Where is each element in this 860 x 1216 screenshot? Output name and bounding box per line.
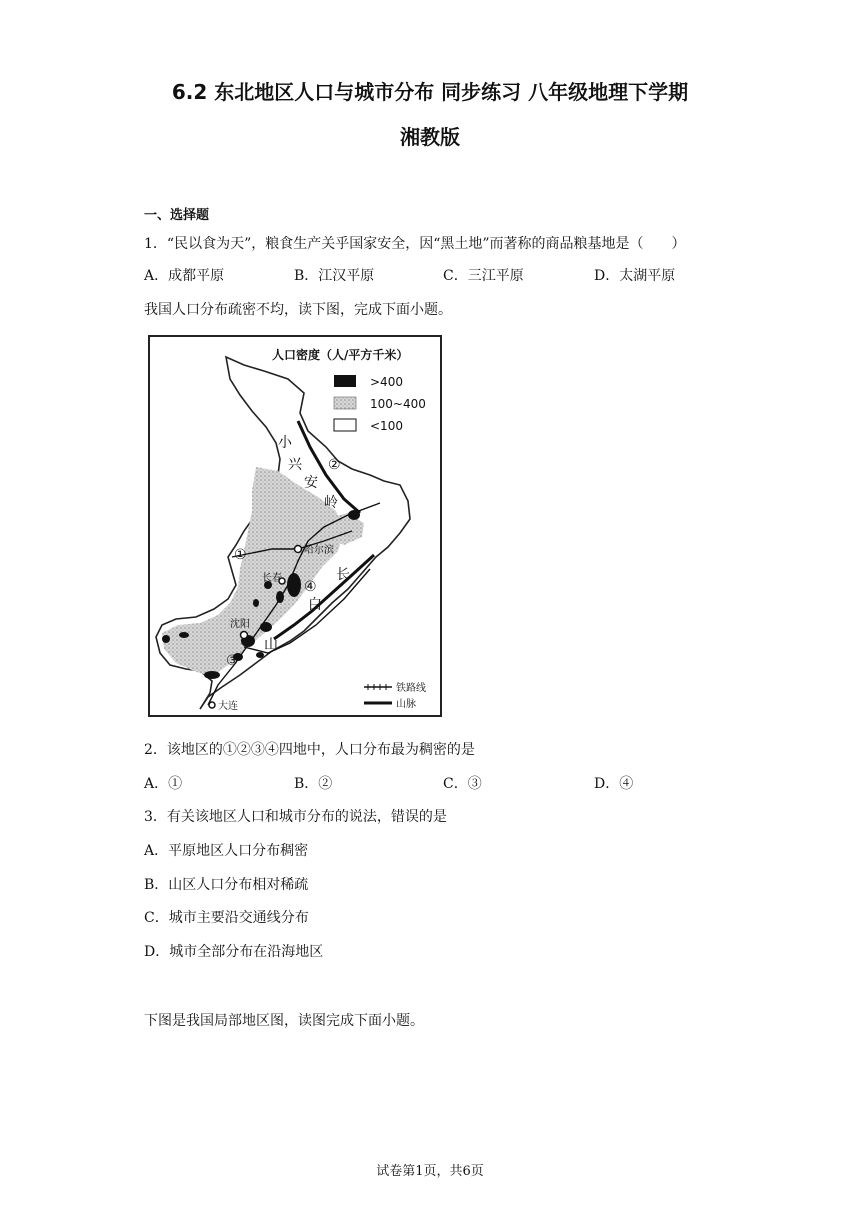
mountain-char-5: 长 bbox=[336, 567, 350, 583]
section-heading: 一、选择题 bbox=[144, 208, 210, 223]
dalian-marker bbox=[209, 702, 215, 708]
question-1-option-a: A．成都平原 bbox=[144, 268, 225, 284]
city-label-shenyang: 沈阳 bbox=[230, 619, 250, 630]
question-1-stem: 1．“民以食为天”，粮食生产关乎国家安全，因“黑土地”而著称的商品粮基地是（ ） bbox=[144, 236, 686, 252]
city-label-dalian: 大连 bbox=[218, 701, 238, 712]
question-1-option-b: B．江汉平原 bbox=[294, 268, 375, 284]
page-footer: 试卷第1页，共6页 bbox=[376, 1164, 484, 1179]
question-2-stem: 2．该地区的①②③④四地中，人口分布最为稠密的是 bbox=[144, 742, 475, 758]
document-title-line2: 湘教版 bbox=[400, 125, 460, 149]
question-2-option-a: A．① bbox=[144, 776, 183, 792]
question-2-option-d: D．④ bbox=[594, 776, 634, 792]
legend-title: 人口密度（人/平方千米） bbox=[272, 348, 409, 362]
question-3-option-a: A．平原地区人口分布稠密 bbox=[144, 843, 309, 859]
mountain-char-1: 小 bbox=[278, 435, 292, 451]
population-density-map bbox=[148, 335, 442, 717]
marker-2: ② bbox=[328, 457, 341, 473]
shenyang-marker bbox=[241, 632, 248, 639]
question-2-option-c: C．③ bbox=[443, 776, 482, 792]
question-1-option-c: C．三江平原 bbox=[443, 268, 524, 284]
mountain-char-6: 白 bbox=[308, 597, 322, 613]
mountain-char-2: 兴 bbox=[288, 457, 302, 473]
mountain-char-7: 山 bbox=[264, 637, 278, 653]
question-3-option-b: B．山区人口分布相对稀疏 bbox=[144, 877, 309, 893]
map-intro-text: 我国人口分布疏密不均，读下图，完成下面小题。 bbox=[144, 302, 452, 318]
marker-1: ① bbox=[234, 547, 247, 563]
legend-mountain: 山脉 bbox=[396, 699, 416, 710]
marker-4: ④ bbox=[304, 579, 317, 595]
city-label-changchun: 长春 bbox=[262, 573, 282, 584]
legend-low: <100 bbox=[370, 419, 403, 433]
document-title-line1: 6.2 东北地区人口与城市分布 同步练习 八年级地理下学期 bbox=[171, 80, 689, 104]
legend-high: >400 bbox=[370, 375, 403, 389]
question-3-option-d: D．城市全部分布在沿海地区 bbox=[144, 944, 324, 960]
question-2-option-b: B．② bbox=[294, 776, 333, 792]
mountain-char-3: 安 bbox=[304, 475, 318, 491]
question-3-option-c: C．城市主要沿交通线分布 bbox=[144, 910, 309, 926]
marker-3: ③ bbox=[226, 653, 239, 669]
legend-railway: 铁路线 bbox=[396, 683, 426, 694]
harbin-marker bbox=[295, 546, 302, 553]
city-label-harbin: 哈尔滨 bbox=[304, 545, 334, 556]
question-1-option-d: D．太湖平原 bbox=[594, 268, 676, 284]
question-3-stem: 3．有关该地区人口和城市分布的说法，错误的是 bbox=[144, 809, 447, 825]
legend-medium: 100~400 bbox=[370, 397, 426, 411]
mountain-char-4: 岭 bbox=[324, 495, 338, 511]
next-figure-intro: 下图是我国局部地区图，读图完成下面小题。 bbox=[144, 1013, 424, 1029]
